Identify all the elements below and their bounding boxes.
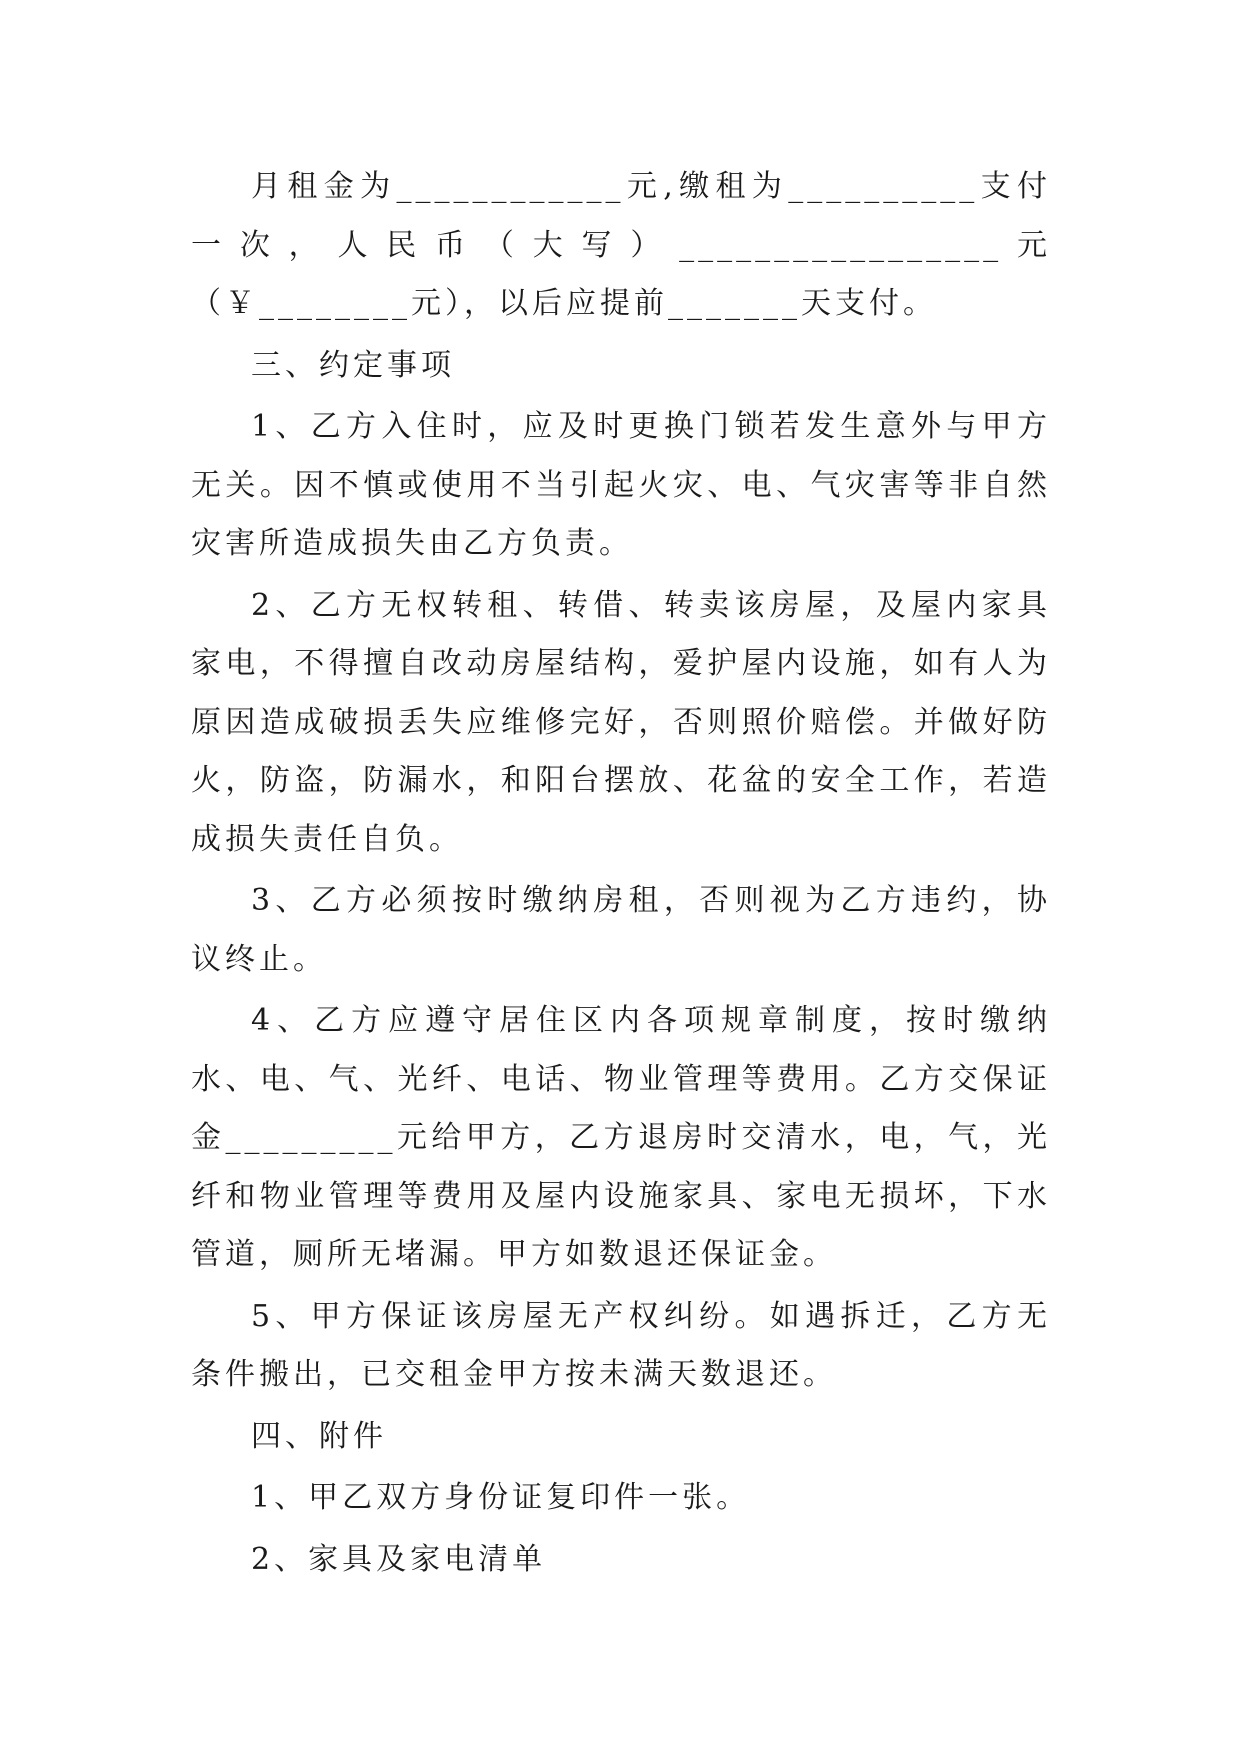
document-body [191,158,1051,1589]
clause-5-paragraph: 5、甲方保证该房屋无产权纠纷。如遇拆迁，乙方无条件搬出，已交租金甲方按未满天数退还。 [191,1298,1051,1392]
section-heading-agreed-items: 三、约定事项 [251,347,455,383]
clause-4-paragraph: 4、乙方应遵守居住区内各项规章制度，按时缴纳水、电、气、光纤、电话、物业管理等费用。乙方交保证金_________元给甲方，乙方退房时交清水，电，气，光纤和物业管理等费用及屋内设施家具、家电无损坏，下水管道，厕所无堵漏。甲方如数退还保证金。 [191,1003,1051,1272]
rent-payment-paragraph: 月租金为____________元,缴租为__________支付一次，人民币（大写）_________________元（￥________元），以后应提前_______天支付。 [191,169,1051,321]
clause-2-paragraph: 2、乙方无权转租、转借、转卖该房屋，及屋内家具家电，不得擅自改动房屋结构，爱护屋内设施，如有人为原因造成破损丢失应维修完好，否则照价赔偿。并做好防火，防盗，防漏水，和阳台摆放、花盆的安全工作，若造成损失责任自负。 [191,587,1051,857]
clause-1-paragraph: 1、乙方入住时，应及时更换门锁若发生意外与甲方无关。因不慎或使用不当引起火灾、电、气灾害等非自然灾害所造成损失由乙方负责。 [191,409,1051,561]
attachment-2-paragraph: 2、家具及家电清单 [251,1541,547,1577]
clause-3-paragraph: 3、乙方必须按时缴纳房租，否则视为乙方违约，协议终止。 [191,883,1051,977]
attachment-1-paragraph: 1、甲乙双方身份证复印件一张。 [251,1480,751,1515]
section-heading-attachments: 四、附件 [251,1418,387,1454]
